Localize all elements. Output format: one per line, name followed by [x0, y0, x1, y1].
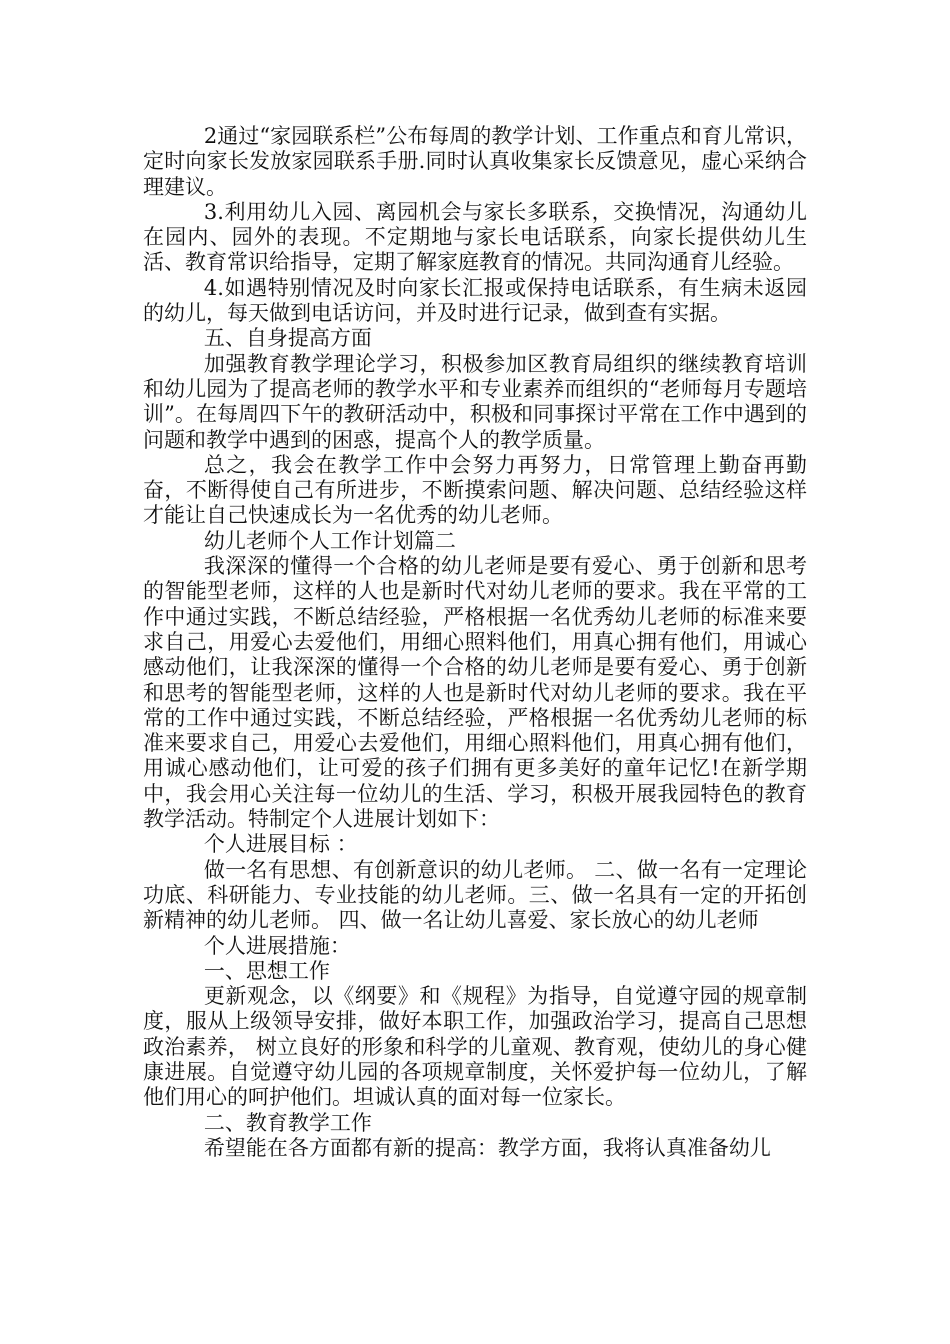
section-heading-self-improvement: 五、自身提高方面: [203, 326, 372, 351]
document-subtitle-part-two: 幼儿老师个人工作计划篇二: [203, 528, 456, 553]
paragraph-teaching-work: 希望能在各方面都有新的提高：教学方面，我将认真准备幼儿: [203, 1135, 771, 1160]
paragraph-parent-communication: 3.利用幼儿入园、离园机会与家长多联系，交换情况，沟通幼儿在园内、园外的表现。不定期地与家长电话联系，向家长提供幼儿生活、教育常识给指导，定期了解家庭教育的情况。共同沟通育儿经验。: [143, 199, 807, 275]
paragraph-goals-list: 做一名有思想、有创新意识的幼儿老师。 二、做一名有一定理论功底、科研能力、专业技能的幼儿老师。三、做一名具有一定的开拓创新精神的幼儿老师。 四、做一名让幼儿喜爱、家长放心的幼儿老师: [143, 857, 807, 933]
paragraph-conclusion: 总之，我会在教学工作中会努力再努力，日常管理上勤奋再勤奋，不断得使自己有所进步，不断摸索问题、解决问题、总结经验这样才能让自己快速成长为一名优秀的幼儿老师。: [143, 452, 807, 528]
paragraph-ideological-work: 更新观念，以《纲要》和《规程》为指导，自觉遵守园的规章制度，服从上级领导安排，做好本职工作，加强政治学习，提高自己思想政治素养， 树立良好的形象和科学的儿童观、教育观，使幼儿的身心健康进展。自觉遵守幼儿园的各项规章制度，关怀爱护每一位幼儿，了解他们用心的呵护他们。坦诚认真的面对每一位家长。: [143, 984, 807, 1110]
heading-teaching-work: 二、教育教学工作: [203, 1110, 372, 1135]
heading-development-measures: 个人进展措施：: [203, 933, 351, 958]
paragraph-theory-study: 加强教育教学理论学习，积极参加区教育局组织的继续教育培训和幼儿园为了提高老师的教学水平和专业素养而组织的“老师每月专题培训”。在每周四下午的教研活动中，积极和同事探讨平常在工作中遇到的问题和教学中遇到的困惑，提高个人的教学质量。: [143, 351, 807, 452]
heading-development-goals: 个人进展目标 ：: [203, 832, 358, 857]
paragraph-home-contact-board: 2通过“家园联系栏”公布每周的教学计划、工作重点和育儿常识，定时向家长发放家园联系手册.同时认真收集家长反馈意见，虚心采纳合理建议。: [143, 124, 807, 199]
paragraph-special-situations: 4.如遇特别情况及时向家长汇报或保持电话联系，有生病未返园的幼儿，每天做到电话访问，并及时进行记录，做到查有实据。: [143, 275, 807, 326]
paragraph-introduction: 我深深的懂得一个合格的幼儿老师是要有爱心、勇于创新和思考的智能型老师，这样的人也是新时代对幼儿老师的要求。我在平常的工作中通过实践，不断总结经验，严格根据一名优秀幼儿老师的标准来要求自己，用爱心去爱他们，用细心照料他们，用真心拥有他们，用诚心感动他们，让我深深的懂得一个合格的幼儿老师是要有爱心、勇于创新和思考的智能型老师，这样的人也是新时代对幼儿老师的要求。我在平常的工作中通过实践，不断总结经验，严格根据一名优秀幼儿老师的标准来要求自己，用爱心去爱他们，用细心照料他们，用真心拥有他们，用诚心感动他们，让可爱的孩子们拥有更多美好的童年记忆!在新学期中，我会用心关注每一位幼儿的生活、学习，积极开展我园特色的教育教学活动。特制定个人进展计划如下：: [143, 554, 807, 832]
heading-ideological-work: 一、思想工作: [203, 958, 330, 983]
document-page: [143, 124, 807, 1161]
